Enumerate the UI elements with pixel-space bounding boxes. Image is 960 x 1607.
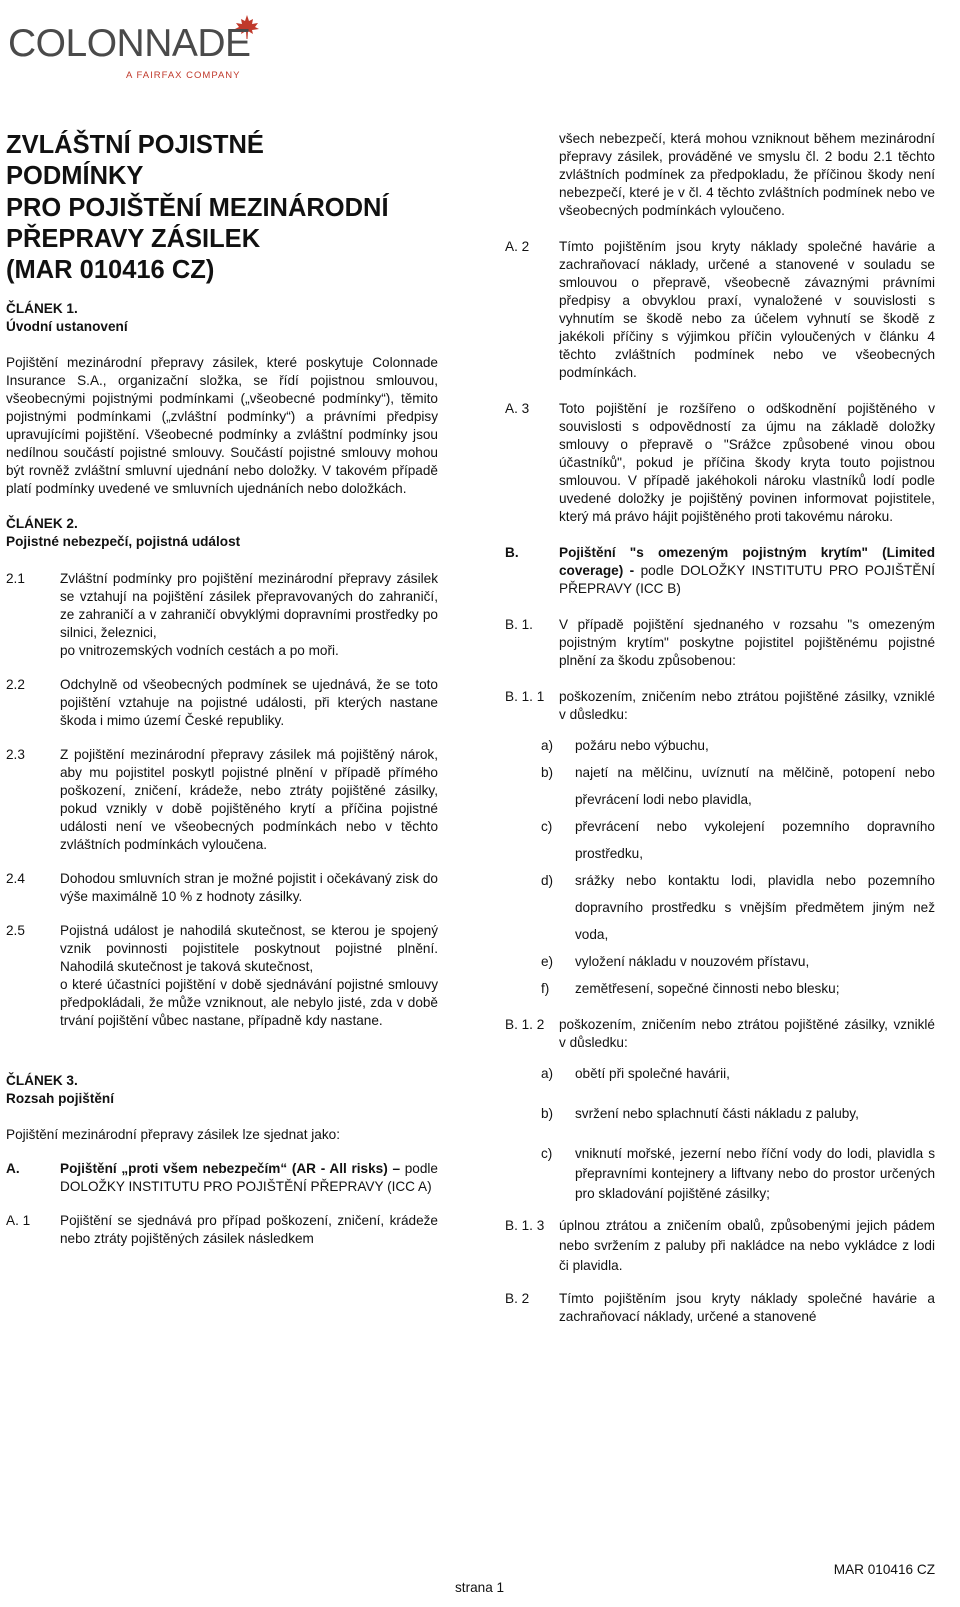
clause-a-1: A. 1 Pojištění se sjednává pro případ poškození, zničení, krádeže nebo ztráty pojištěných zásilek následkem (6, 1213, 438, 1247)
list-item: c) vniknutí mořské, jezerní nebo říční vody do lodi, plavidla s přepravními kontejnery a liftvany nebo do prostor určených pro skladování pojištěné zásilky; (541, 1146, 935, 1201)
clause-b-1-2-list (505, 1064, 935, 1204)
list-item: a) požáru nebo výbuchu, (541, 738, 709, 753)
list-item: e) vyložení nákladu v nouzovém přístavu, (541, 954, 810, 969)
clause-2-4: 2.4 Dohodou smluvních stran je možné pojistit i očekávaný zisk do výše maximálně 10 % z hodnoty zásilky. (6, 871, 438, 905)
company-logo (8, 6, 258, 84)
clause-b-1-2: B. 1. 2 poškozením, zničením nebo ztrátou pojištěné zásilky, vzniklé v důsledku: (505, 1017, 935, 1050)
clause-b-2: B. 2 Tímto pojištěním jsou kryty náklady společné havárie a zachraňovací náklady, určené a stanovené (505, 1291, 935, 1324)
article-1-text: Pojištění mezinárodní přepravy zásilek, které poskytuje Colonnade Insurance S.A., organizační složka, se řídí pojistnou smlouvou, všeobecnými pojistnými podmínkami („všeobecné podmínky“), těmito pojistnými podmínkami („zvláštní podmínky“) a právními předpisy upravujícími pojištění. Všeobecné podmínky a zvláštní podmínky jsou nedílnou součástí pojistné smlouvy. Součástí pojistné smlouvy mohou být rovněž zvláštní smluvní ujednání nebo doložky. V takovém případě platí podmínky uvedené ve smluvních ujednáních nebo doložkách. (6, 355, 438, 497)
clause-b-1-1-list (505, 732, 935, 1002)
clause-b-1-3: B. 1. 3 úplnou ztrátou a zničením obalů, způsobenými jejich pádem nebo svržením z paluby při nakládce na nebo vykládce z lodi či plavidla. (505, 1218, 935, 1273)
document-title: ZVLÁŠTNÍ POJISTNÉ PODMÍNKY PRO POJIŠTĚNÍ MEZINÁRODNÍ PŘEPRAVY ZÁSILEK (MAR 010416 CZ) (6, 131, 389, 285)
clause-2-1: 2.1 Zvláštní podmínky pro pojištění mezinárodní přepravy zásilek se vztahují na pojištění zásilek přepravovaných do zahraničí, ze zahraničí a v zahraničí obvyklými dopravními prostředky po silnici, železnici, po vnitrozemských vodních cestách a po moři. (6, 571, 438, 659)
clause-a: A. Pojištění „proti všem nebezpečím“ (AR - All risks) – podle DOLOŽKY INSTITUTU PRO POJIŠTĚNÍ PŘEPRAVY (ICC A) (6, 1161, 438, 1195)
left-column (6, 130, 438, 1248)
logo-tagline: A FAIRFAX COMPANY (126, 70, 241, 81)
list-item: b) najetí na mělčinu, uvíznutí na mělčině, potopení nebo převrácení lodi nebo plavidla, (541, 765, 935, 807)
list-item: c) převrácení nebo vykolejení pozemního dopravního prostředku, (541, 819, 935, 861)
list-item: a) obětí při společné havárii, (541, 1066, 730, 1081)
clause-a-2: A. 2 Tímto pojištěním jsou kryty náklady společné havárie a zachraňovací náklady, určené a stanovené v souladu se smlouvou o přepravě, všeobecně závaznými právními předpisy a obvyklou praxí, vynaložené v souvislosti s vyhnutím se škodě nebo za účelem vyhnutí se škodě z jakékoli příčiny s výjimkou příčin vyloučených v článku 4 těchto zvláštních podmínek nebo ve všeobecných podmínkách. (505, 239, 935, 380)
clause-b-1: B. 1. V případě pojištění sjednaného v rozsahu "s omezeným pojistným krytím" poskytne pojistitel pojištěnému pojistné plnění za škodu způsobenou: (505, 617, 935, 668)
article-2-heading: ČLÁNEK 2. Pojistné nebezpečí, pojistná událost (6, 516, 241, 550)
article-3-heading: ČLÁNEK 3. Rozsah pojištění (6, 1073, 115, 1107)
document-code: MAR 010416 CZ (833, 1562, 935, 1577)
clause-2-5: 2.5 Pojistná událost je nahodilá skutečnost, se kterou je spojený vznik povinnosti pojistitele poskytnout pojistné plnění. Nahodilá skutečnost je taková skutečnost, o které účastníci pojištění v době sjednávání pojistné smlouvy předpokládali, že může vzniknout, ale nebylo jisté, zda v době trvání pojištění vůbec nastane, případně kdy nastane. (6, 923, 438, 1029)
clause-2-2: 2.2 Odchylně od všeobecných podmínek se ujednává, že se toto pojištění vztahuje na pojistné události, při kterých nastane škoda i mimo území České republiky. (6, 677, 438, 729)
list-item: f) zemětřesení, sopečné činnosti nebo blesku; (541, 981, 840, 996)
clause-2-3: 2.3 Z pojištění mezinárodní přepravy zásilek má pojištěný nárok, aby mu pojistitel poskytl pojistné plnění v případě přímého poškození, zničení, krádeže, nebo ztráty pojištěné zásilky, pokud vznikly v době pojištěného krytí a příčina pojistné události není ve všeobecných podmínkách nebo v těchto zvláštních podmínkách vyloučena. (6, 747, 438, 853)
list-item: d) srážky nebo kontaktu lodi, plavidla nebo pozemního dopravního prostředku s vnějším předmětem jiným než voda, (541, 873, 935, 942)
clause-a-1-continued: všech nebezpečí, která mohou vzniknout během mezinárodní přepravy zásilek, prováděné ve smyslu čl. 2 bodu 2.1 těchto zvláštních podmínek za předpokladu, že příčinou škody není nebezpečí, které je v čl. 4 těchto zvláštních podmínek nebo ve všeobecných podmínkách vyloučeno. (559, 131, 935, 218)
logo-wordmark: COLONNADE (8, 22, 251, 65)
article-1-heading: ČLÁNEK 1. Úvodní ustanovení (6, 301, 128, 335)
page-number: strana 1 (455, 1580, 505, 1595)
clause-b: B. Pojištění "s omezeným pojistným krytím" (Limited coverage) - podle DOLOŽKY INSTITUTU PRO POJIŠTĚNÍ PŘEPRAVY (ICC B) (505, 545, 935, 596)
list-item: b) svržení nebo splachnutí části nákladu z paluby, (541, 1106, 859, 1121)
clause-a-3: A. 3 Toto pojištění je rozšířeno o odškodnění pojištěného v souvislosti s odpovědností za újmu na základě doložky smlouvy o přepravě o "Srážce způsobené vinou obou účastníků", pokud je příčina škody kryta touto pojistnou smlouvou. V případě jakéhokoli nároku vlastníků lodí podle uvedené doložky je pojištěný povinen informovat pojistitele, který má právo hájit pojištěného proti takovému nároku. (505, 401, 935, 524)
article-3-intro: Pojištění mezinárodní přepravy zásilek lze sjednat jako: (6, 1127, 340, 1143)
right-column (505, 130, 935, 1326)
clause-b-1-1: B. 1. 1 poškozením, zničením nebo ztrátou pojištěné zásilky, vzniklé v důsledku: (505, 689, 935, 722)
